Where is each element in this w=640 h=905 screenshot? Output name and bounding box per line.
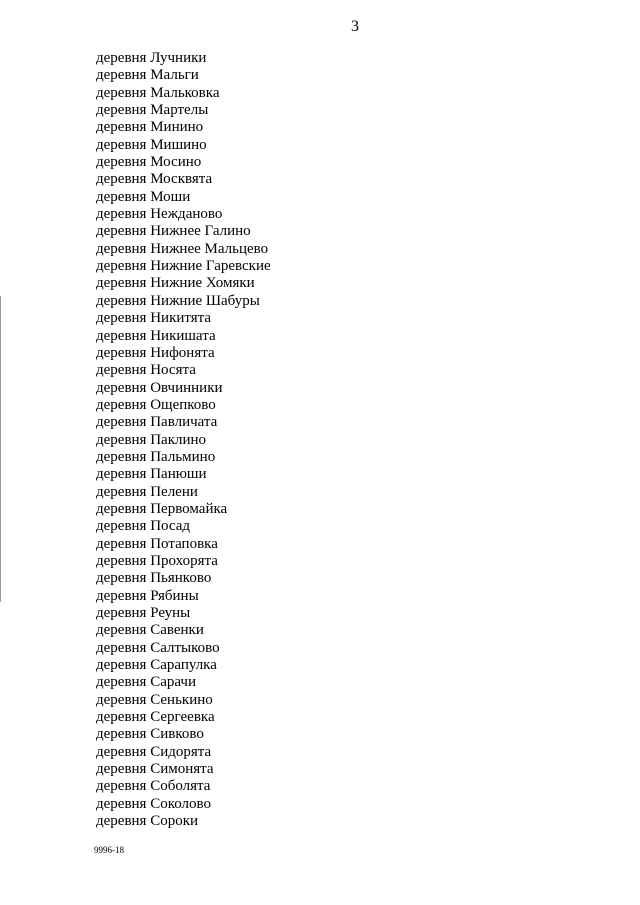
settlement-item: деревня Москвята bbox=[96, 171, 213, 188]
settlement-item: деревня Нифонята bbox=[96, 344, 215, 361]
settlement-item: деревня Прохорята bbox=[96, 552, 218, 569]
settlement-item: деревня Носята bbox=[96, 362, 196, 379]
settlement-item: деревня Сергеевка bbox=[96, 709, 215, 726]
settlement-item: деревня Мальковка bbox=[96, 84, 220, 101]
settlement-item: деревня Сидорята bbox=[96, 743, 212, 760]
page-number: 3 bbox=[351, 18, 359, 35]
settlement-item: деревня Овчинники bbox=[96, 379, 223, 396]
settlement-item: деревня Паклино bbox=[96, 431, 207, 448]
settlement-item: деревня Мишино bbox=[96, 136, 207, 153]
scan-edge-line bbox=[0, 296, 1, 602]
settlement-item: деревня Моши bbox=[96, 188, 191, 205]
settlement-item: деревня Сороки bbox=[96, 813, 199, 830]
settlement-item: деревня Пальмино bbox=[96, 448, 216, 465]
settlement-item: деревня Сарапулка bbox=[96, 657, 217, 674]
settlement-item: деревня Никишата bbox=[96, 327, 216, 344]
settlement-item: деревня Потаповка bbox=[96, 535, 218, 552]
settlement-item: деревня Мартелы bbox=[96, 102, 209, 119]
settlement-item: деревня Сарачи bbox=[96, 674, 196, 691]
settlement-item: деревня Пелени bbox=[96, 483, 198, 500]
settlement-item: деревня Павличата bbox=[96, 414, 218, 431]
settlement-item: деревня Рябины bbox=[96, 587, 199, 604]
settlement-item: деревня Первомайка bbox=[96, 500, 228, 517]
settlement-item: деревня Сенькино bbox=[96, 691, 213, 708]
settlement-item: деревня Нижнее Мальцево bbox=[96, 240, 269, 257]
settlement-item: деревня Мосино bbox=[96, 154, 202, 171]
settlement-item: деревня Лучники bbox=[96, 50, 207, 66]
settlement-item: деревня Савенки bbox=[96, 622, 204, 639]
settlement-list bbox=[96, 50, 271, 830]
settlement-item: деревня Минино bbox=[96, 119, 204, 136]
settlement-item: деревня Мальги bbox=[96, 67, 199, 84]
settlement-item: деревня Нежданово bbox=[96, 206, 223, 223]
settlement-item: деревня Салтыково bbox=[96, 639, 220, 656]
settlement-item: деревня Ощепково bbox=[96, 396, 216, 413]
document-code: 9996-18 bbox=[94, 845, 124, 855]
settlement-item: деревня Посад bbox=[96, 518, 191, 535]
settlement-item: деревня Нижнее Галино bbox=[96, 223, 251, 240]
settlement-item: деревня Соколово bbox=[96, 795, 212, 812]
settlement-item: деревня Нижние Гаревские bbox=[96, 258, 271, 275]
settlement-item: деревня Симонята bbox=[96, 761, 214, 778]
settlement-item: деревня Пьянково bbox=[96, 570, 212, 587]
settlement-item: деревня Нижние Хомяки bbox=[96, 275, 255, 292]
settlement-item: деревня Панюши bbox=[96, 466, 207, 483]
settlement-item: деревня Соболята bbox=[96, 778, 211, 795]
settlement-item: деревня Сивково bbox=[96, 726, 204, 743]
settlement-item: деревня Нижние Шабуры bbox=[96, 292, 260, 309]
settlement-item: деревня Никитята bbox=[96, 310, 212, 327]
settlement-item: деревня Реуны bbox=[96, 605, 191, 621]
